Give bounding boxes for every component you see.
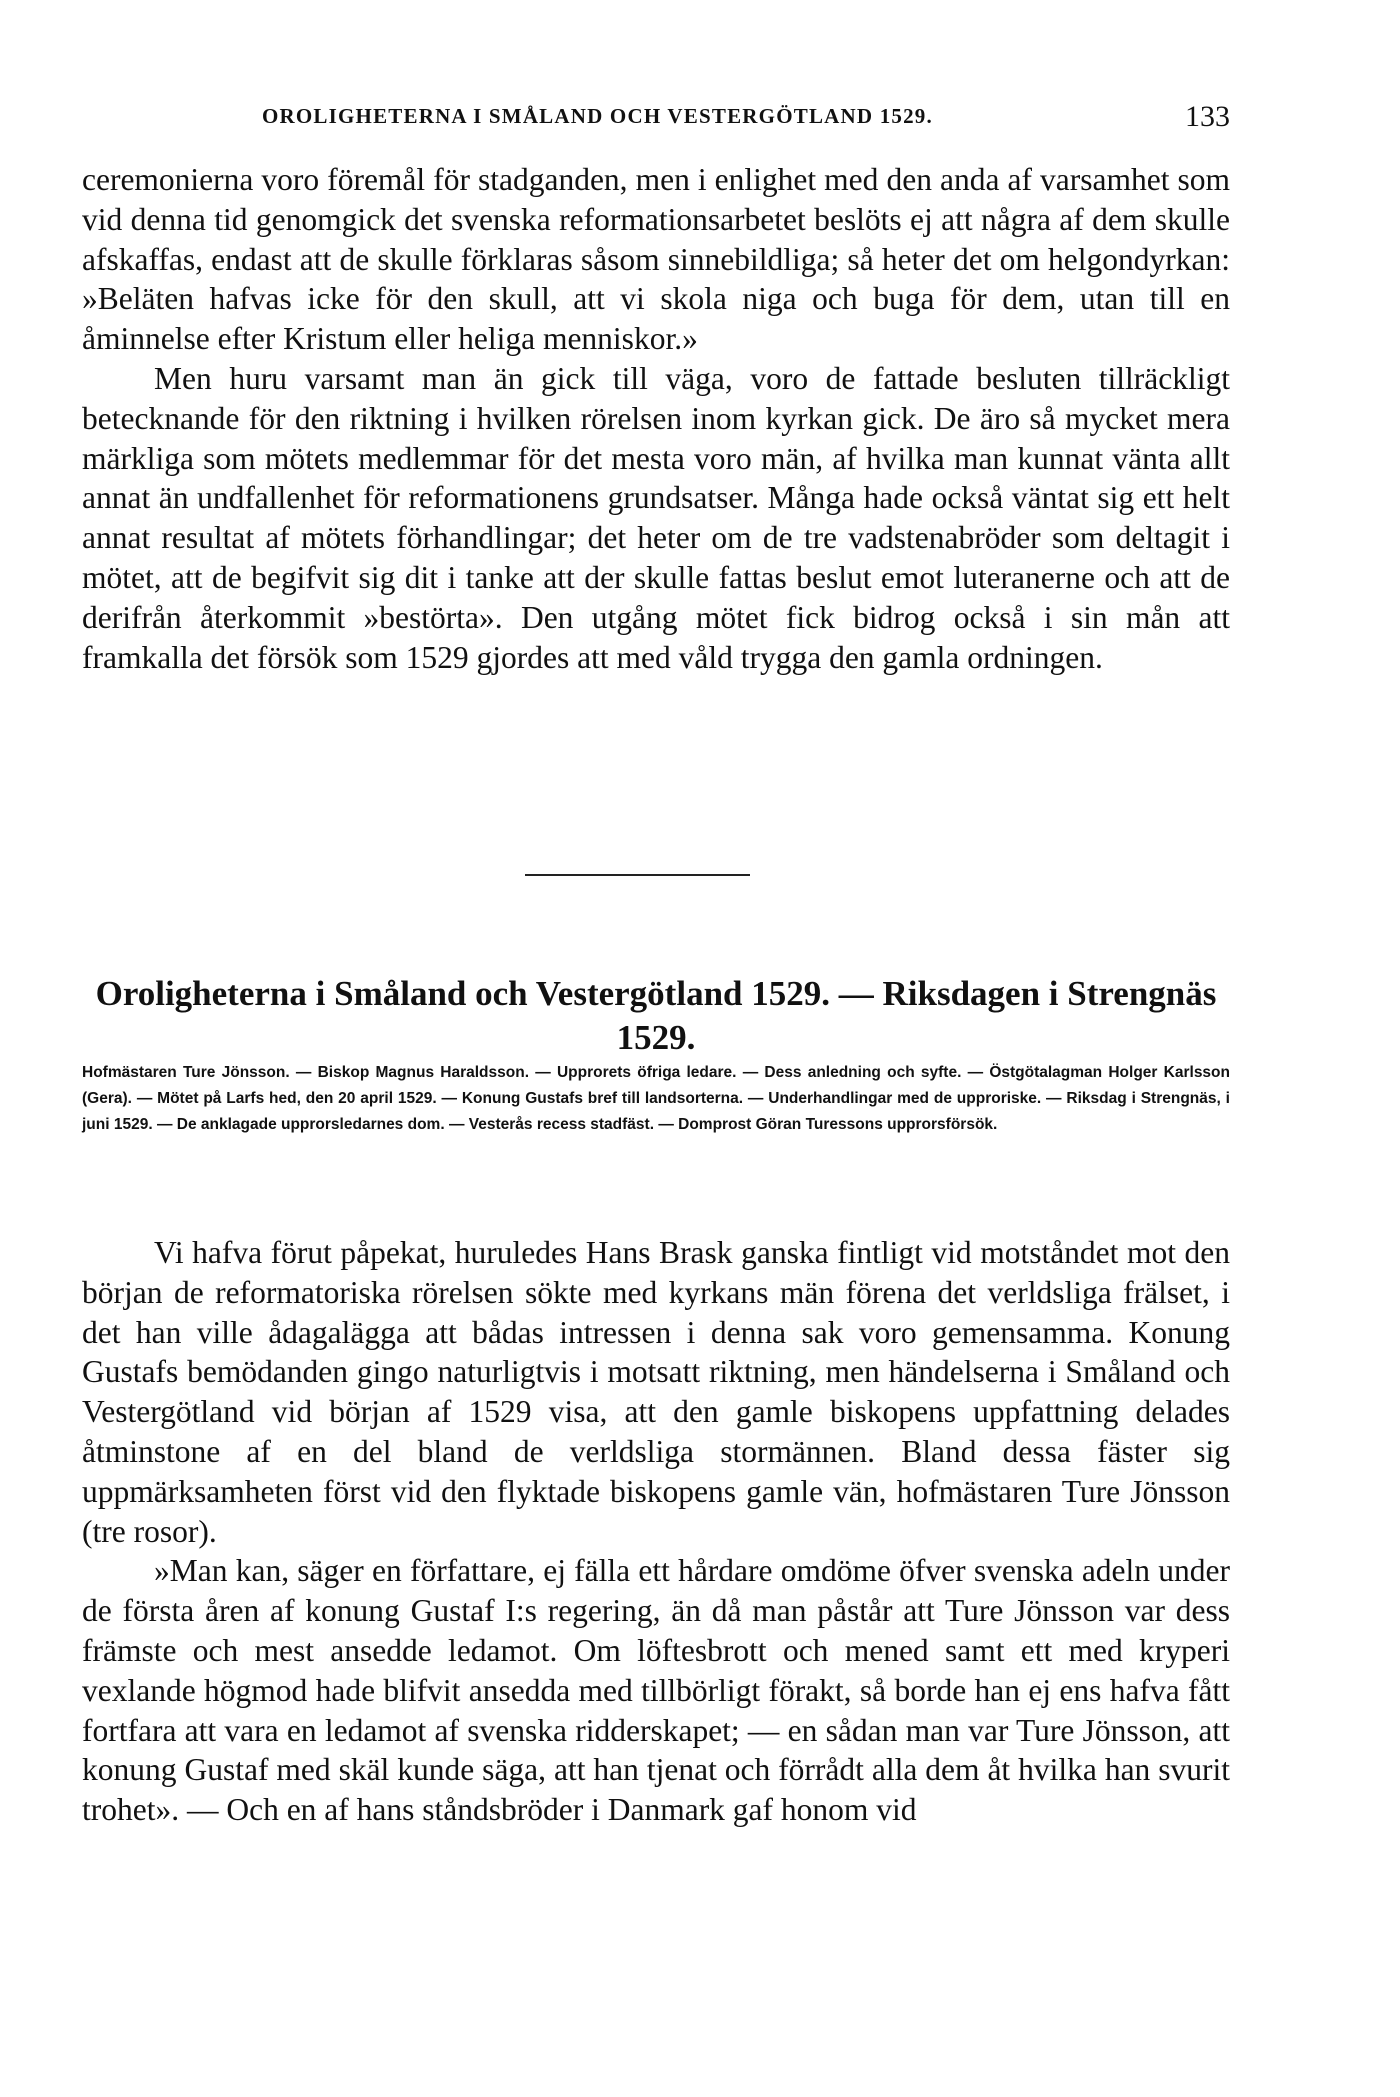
- running-title: OROLIGHETERNA I SMÅLAND OCH VESTERGÖTLAND 1529.: [262, 104, 933, 128]
- section-divider: [525, 874, 750, 876]
- continued-text-block: [82, 160, 1230, 677]
- page-header: [82, 100, 1230, 140]
- chapter-text-block: [82, 1233, 1230, 1830]
- page-number: 133: [1185, 100, 1230, 133]
- chapter-title: Oroligheterna i Småland och Vestergötland 1529. — Riksdagen i Strengnäs 1529.: [95, 974, 1217, 1057]
- paragraph: ceremonierna voro föremål för stadganden, men i enlighet med den anda af varsamhet som vid denna tid genomgick det svenska reformationsarbetet beslöts ej att några af dem skulle afskaffas, endast att de skulle förklaras såsom sinnebildliga; så heter det om helgondyrkan: »Beläten hafvas icke för den skull, att vi skola niga och buga för dem, utan till en åminnelse efter Kristum eller heliga menniskor.»: [82, 162, 1230, 357]
- paragraph: »Man kan, säger en författare, ej fälla ett hårdare omdöme öfver svenska adeln under de första åren af konung Gustaf I:s regering, än då man påstår att Ture Jönsson var dess främste och mest ansedde ledamot. Om löftesbrott och mened samt ett med kryperi vexlande högmod hade blifvit ansedda med tillbörligt förakt, så borde han ej ens hafva fått fortfara att vara en ledamot af svenska ridderskapet; — en sådan man var Ture Jönsson, att konung Gustaf med skäl kunde säga, att han tjenat och förrådt alla dem åt hvilka han svurit trohet». — Och en af hans ståndsbröder i Danmark gaf honom vid: [82, 1553, 1230, 1828]
- chapter-summary: Hofmästaren Ture Jönsson. — Biskop Magnus Haraldsson. — Upprorets öfriga ledare. — Dess anledning och syfte. — Östgötalagman Holger Karlsson (Gera). — Mötet på Larfs hed, den 20 april 1529. — Konung Gustafs bref till landsorterna. — Underhandlingar med de upproriske. — Riksdag i Strengnäs, i juni 1529. — De anklagade upprorsledarnes dom. — Vesterås recess stadfäst. — Domprost Göran Turessons upprorsförsök.: [82, 1064, 1230, 1133]
- paragraph: Men huru varsamt man än gick till väga, voro de fattade besluten tillräckligt betecknande för den riktning i hvilken rörelsen inom kyrkan gick. De äro så mycket mera märkliga som mötets medlemmar för det mesta voro män, af hvilka man kunnat vänta allt annat än undfallenhet för reformationens grundsatser. Många hade också väntat sig ett helt annat resultat af mötets förhandlingar; det heter om de tre vadstenabröder som deltagit i mötet, att de begifvit sig dit i tanke att der skulle fattas beslut emot luteranerne och att de derifrån återkommit »bestörta». Den utgång mötet fick bidrog också i sin mån att framkalla det försök som 1529 gjordes att med våld trygga den gamla ordningen.: [82, 360, 1230, 675]
- paragraph: Vi hafva förut påpekat, huruledes Hans Brask ganska fintligt vid motståndet mot den början de reformatoriska rörelsen sökte med kyrkans män förena det verldsliga frälset, i det han ville ådagalägga att bådas intressen i denna sak voro gemensamma. Konung Gustafs bemödanden gingo naturligtvis i motsatt riktning, men händelserna i Småland och Vestergötland vid början af 1529 visa, att den gamle biskopens uppfattning delades åtminstone af en del bland de verldsliga stormännen. Bland dessa fäster sig uppmärksamheten först vid den flyktade biskopens gamle vän, hofmästaren Ture Jönsson (tre rosor).: [82, 1235, 1230, 1549]
